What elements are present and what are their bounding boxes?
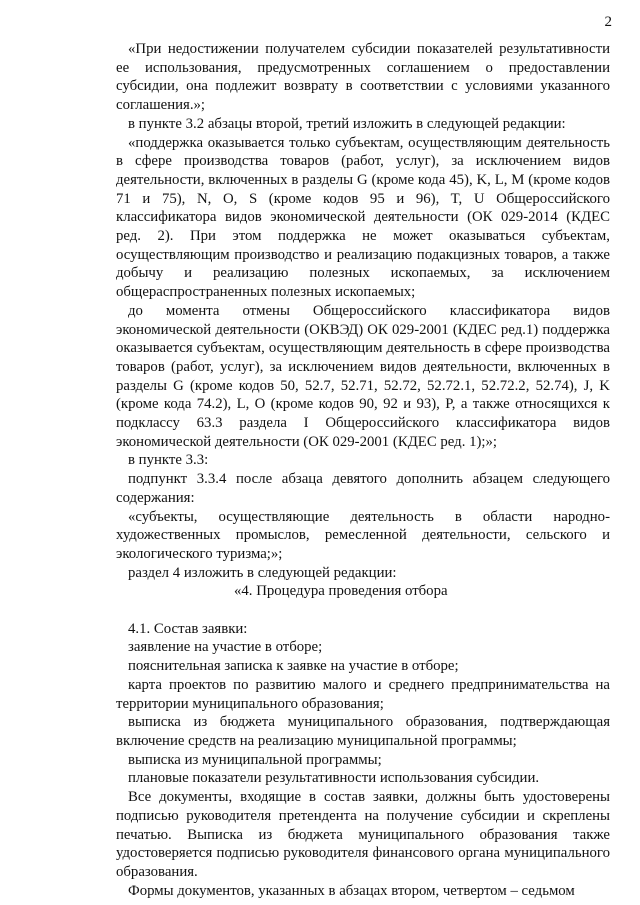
paragraph-clause-3-3: в пункте 3.3:	[128, 452, 209, 469]
paragraph-subclause-3-3-4: подпункт 3.3.4 после абзаца девятого дополнить абзацем следующего содержания:	[116, 471, 610, 506]
section-heading: «4. Процедура проведения отбора	[234, 583, 448, 600]
list-item-application: заявление на участие в отборе;	[128, 639, 323, 656]
paragraph-support-okved1: до момента отмены Общероссийского классификатора видов экономической деятельности (ОКВЭД) ОК 029-2001 (КДЕС ред.1) поддержка оказывается субъектам, осуществляющим деятельность в сфере производства товаров (работ, услуг), за исключением видов деятельности, включенных в разделы G (кроме кодов 50, 52.7, 52.71, 52.72, 52.72.1, 52.72.2, 52.74), J, K (кроме кода 74.2), L, O (кроме кодов 90, 92 и 93), P, а также относящихся к подклассу 63.3 раздела I Общероссийского классификатора видов экономической деятельности (ОК 029-2001 (КДЕС ред. 1);»;	[116, 302, 610, 450]
paragraph-certification: Все документы, входящие в состав заявки, должны быть удостоверены подписью руководителя претендента на получение субсидии и скреплены печатью. Выписка из бюджета муниципального образования также удостоверяется подписью руководителя финансового органа муниципального образования.	[116, 789, 610, 880]
list-item-budget-extract: выписка из бюджета муниципального образования, подтверждающая включение средств на реализацию муниципальной программы;	[116, 714, 610, 749]
paragraph-clause-3-2: в пункте 3.2 абзацы второй, третий изложить в следующей редакции:	[128, 115, 566, 132]
paragraph-crafts-tourism: «субъекты, осуществляющие деятельность в области народно-художественных промыслов, ремесленной деятельности, сельского и экологического туризма;»;	[116, 508, 610, 562]
paragraph-section-4-intro: раздел 4 изложить в следующей редакции:	[128, 564, 397, 581]
paragraph-application-contents: 4.1. Состав заявки:	[128, 620, 248, 637]
list-item-performance-indicators: плановые показатели результативности использования субсидии.	[128, 770, 540, 787]
list-item-project-map: карта проектов по развитию малого и среднего предпринимательства на территории муниципального образования;	[116, 676, 610, 712]
page-number: 2	[604, 14, 612, 30]
paragraph-document-forms: Формы документов, указанных в абзацах втором, четвертом – седьмом	[128, 882, 575, 899]
paragraph-subsidy-return: «При недостижении получателем субсидии показателей результативности ее использования, предусмотренных соглашением о предоставлении субсидии, она подлежит возврату в соответствии с условиями указанного соглашения.»;	[116, 41, 610, 114]
document-body	[116, 40, 610, 900]
paragraph-support-okved2: «поддержка оказывается только субъектам, осуществляющим деятельность в сфере производства товаров (работ, услуг), за исключением видов деятельности, включенных в разделы G (кроме кода 45), K, L, M (кроме кодов 71 и 75), N, O, S (кроме кодов 95 и 96), T, U Общероссийского классификатора видов экономической деятельности (ОК 029-2014 (КДЕС ред. 2). При этом поддержка не может оказываться субъектам, осуществляющим производство и реализацию подакцизных товаров, а также добычу и реализацию полезных ископаемых, за исключением общераспространенных полезных ископаемых;	[116, 134, 610, 301]
list-item-explanatory-note: пояснительная записка к заявке на участие в отборе;	[128, 658, 459, 675]
list-item-program-extract: выписка из муниципальной программы;	[128, 751, 382, 768]
